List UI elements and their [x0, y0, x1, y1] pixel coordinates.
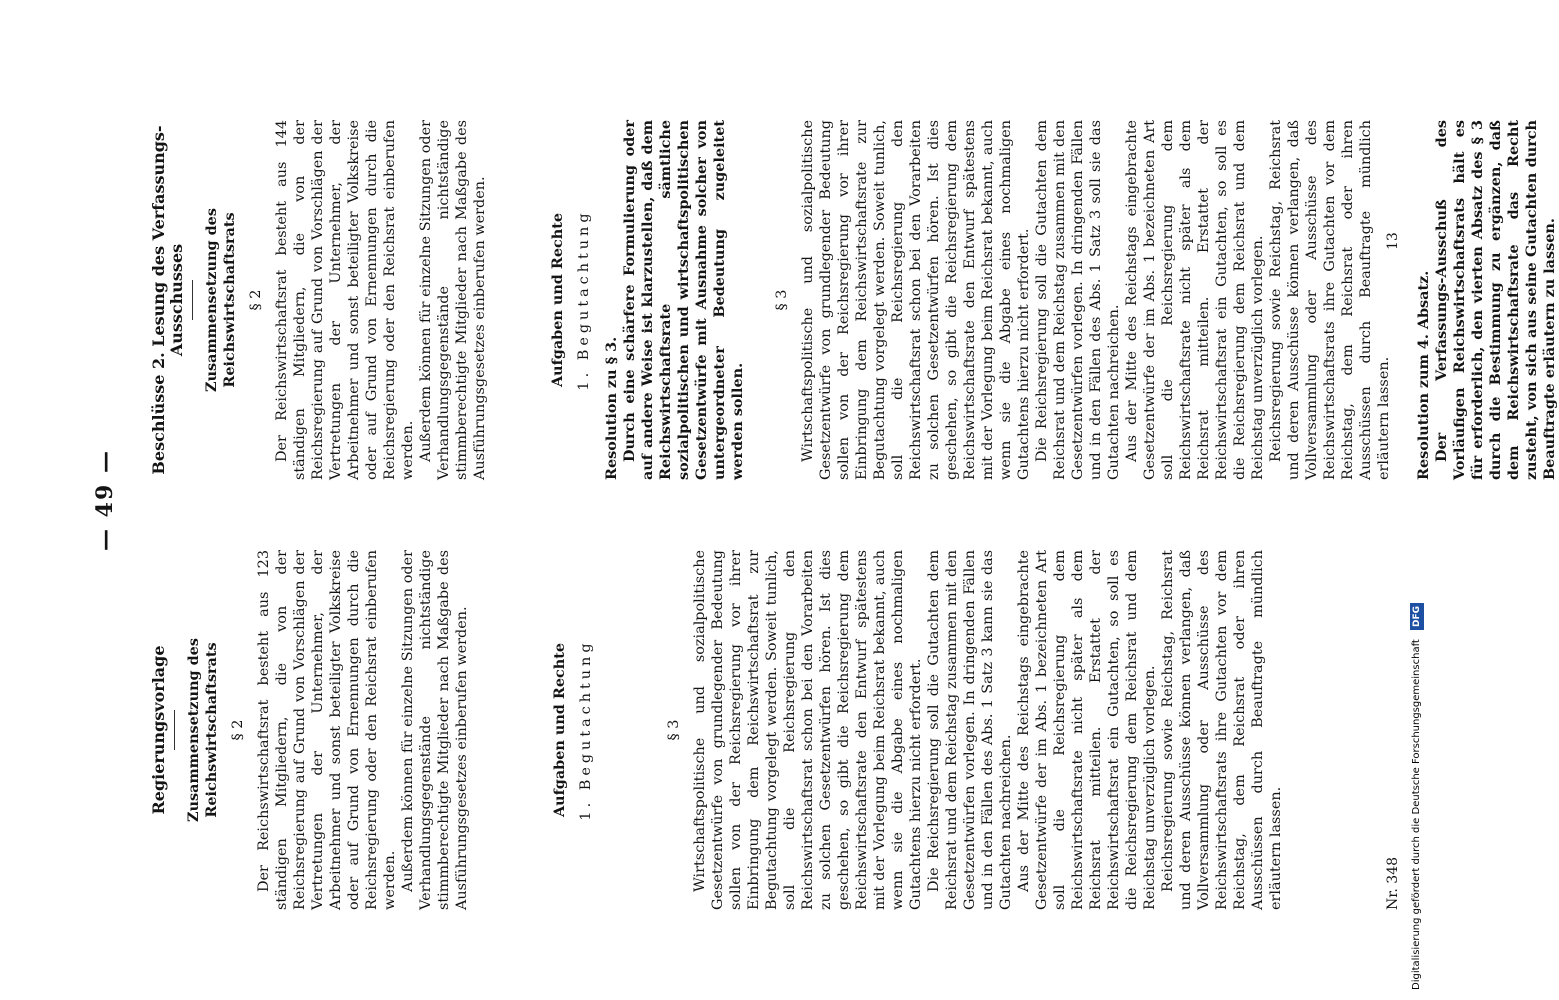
digitization-note-text: Digitalisierung gefördert durch die Deutsche Forschungsgemeinschaft	[1411, 639, 1422, 990]
left-tasks-sub: 1. Begutachtung	[578, 639, 594, 821]
right-tasks-title: Aufgaben und Rechte	[549, 212, 566, 388]
digitization-note	[1410, 10, 1424, 990]
right-para2-text: Der Reichswirtschaftsrat besteht aus 144 ständigen Mitgliedern, die von der Reichsregierung auf Grund von Vorschlägen der Vertretungen der Unternehmer, der Arbeitnehmer und sonst beteiligter Volkskreise oder auf Grund von Ernennungen durch die Reichsregierung oder den Reichsrat einberufen werden.	[274, 120, 416, 480]
left-para3-label: § 3	[666, 719, 682, 741]
left-para2-text2: Außerdem können für einzelne Sitzungen oder Verhandlungsgegenstände nichtständige stimmberechtigte Mitglieder nach Maßgabe des Ausführungsgesetzes einberufen werden.	[400, 550, 470, 910]
left-tasks-title: Aufgaben und Rechte	[551, 642, 568, 818]
page-number: — 49 —	[92, 449, 118, 551]
left-para3-text2: Die Reichsregierung soll die Gutachten dem Reichsrat und dem Reichstag zusammen mit den Gesetzentwürfen vorlegen. In dringenden Fällen und in den Fällen des Abs. 1 Satz 3 kann sie das Gutachten nachreichen.	[926, 550, 1014, 910]
left-column	[150, 550, 1285, 910]
resolution-2-text: Der Verfassungs-Ausschuß des Vorläufigen Reichswirtschaftsrats hält es für erforderlich, den vierten Absatz des § 3 durch die Bestimmung zu ergänzen, daß dem Reichswirtschaftsrate das Recht zusteht, von sich aus seine Gutachten durch Beauftragte erläutern zu lassen.	[1433, 120, 1558, 480]
right-para2-label: § 2	[248, 289, 264, 311]
right-para3-text4: Reichsregierung sowie Reichstag, Reichsrat und deren Ausschüsse können verlangen, daß Vollversammlung oder Ausschüsse des Reichswirtschaftsrats ihre Gutachten vor dem Reichstag, dem Reichsrat oder ihren Ausschüssen durch Beauftragte mündlich erläutern lassen.	[1268, 120, 1392, 480]
right-para3-text3: Aus der Mitte des Reichstags eingebrachte Gesetzentwürfe der im Abs. 1 bezeichneten Art soll die Reichsregierung dem Reichswirtschaftsrate nicht später als dem Reichsrat mitteilen. Erstattet der Reichswirtschaftsrat ein Gutachten, so soll es die Reichsregierung dem Reichsrat und dem Reichstag unverzüglich vorlegen.	[1124, 120, 1266, 480]
resolution-1-text: Durch eine schärfere Formulierung oder auf andere Weise ist klarzustellen, daß dem Reichswirtschaftsrate sämtliche sozialpolitischen und wirtschaftspolitischen Gesetzentwürfe mit Ausnahme solcher von untergeordneter Bedeutung zugeleitet werden sollen.	[621, 120, 746, 480]
right-tasks-sub: 1. Begutachtung	[576, 209, 592, 391]
document-page	[80, 50, 1558, 950]
divider	[174, 710, 175, 750]
left-para2-text: Der Reichswirtschaftsrat besteht aus 123 ständigen Mitgliedern, die von der Reichsregierung auf Grund von Vorschlägen der Vertretungen der Unternehmer, der Arbeitnehmer und sonst beteiligter Volkskreise oder auf Grund von Ernennungen durch die Reichsregierung oder den Reichsrat einberufen werden.	[256, 550, 398, 910]
left-para3-text4: Reichsregierung sowie Reichstag, Reichsrat und deren Ausschüsse können verlangen, daß Vollversammlung oder Ausschüsse des Reichswirtschaftsrats ihre Gutachten vor dem Reichstag, dem Reichsrat oder ihren Ausschüssen durch Beauftragte mündlich erläutern lassen.	[1160, 550, 1284, 910]
resolution-2-title: Resolution zum 4. Absatz.	[1415, 270, 1432, 480]
right-para2-text2: Außerdem können für einzelne Sitzungen oder Verhandlungsgegenstände nichtständige stimmberechtigte Mitglieder nach Maßgabe des Ausführungsgesetzes einberufen werden.	[418, 120, 488, 480]
right-para3-text2: Die Reichsregierung soll die Gutachten dem Reichsrat und dem Reichstag zusammen mit den Gesetzentwürfen vorlegen. In dringenden Fällen und in den Fällen des Abs. 1 Satz 3 soll sie das Gutachten nachreichen.	[1034, 120, 1122, 480]
left-title: Regierungsvorlage	[149, 645, 168, 815]
dfg-logo: DFG	[1410, 603, 1424, 630]
right-title: Beschlüsse 2. Lesung des Verfassungs-Ausschusses	[149, 125, 186, 475]
right-column	[150, 120, 1559, 480]
left-para3-text3: Aus der Mitte des Reichstags eingebrachte Gesetzentwürfe der im Abs. 1 bezeichneten Art soll die Reichsregierung dem Reichswirtschaftsrate nicht später als dem Reichsrat mitteilen. Erstattet der Reichswirtschaftsrat ein Gutachten, so soll es die Reichsregierung dem Reichsrat und dem Reichstag unverzüglich vorlegen.	[1016, 550, 1158, 910]
resolution-1-title: Resolution zu § 3.	[603, 336, 620, 480]
footer-sheet-number: 13	[1385, 232, 1401, 250]
right-para3-label: § 3	[774, 289, 790, 311]
footer-document-number: Nr. 348	[1385, 856, 1401, 910]
divider	[192, 280, 193, 320]
left-para2-label: § 2	[230, 719, 246, 741]
right-section-title: Zusammensetzung des Reichswirtschaftsrats	[203, 208, 238, 392]
left-para3-text: Wirtschaftspolitische und sozialpolitische Gesetzentwürfe von grundlegender Bedeutung sollen von der Reichsregierung vor ihrer Einbringung dem Reichswirtschaftsrat zur Begutachtung vorgelegt werden. Soweit tunlich, soll die Reichsregierung den Reichswirtschaftsrat schon bei den Vorarbeiten zu solchen Gesetzentwürfen hören. Ist dies geschehen, so gibt die Reichsregierung dem Reichswirtschaftsrate den Entwurf spätestens mit der Vorlegung beim Reichsrat bekannt, auch wenn sie die Abgabe eines nochmaligen Gutachtens hierzu nicht erfordert.	[692, 550, 924, 910]
right-para3-text: Wirtschaftspolitische und sozialpolitische Gesetzentwürfe von grundlegender Bedeutung sollen von der Reichsregierung vor ihrer Einbringung dem Reichswirtschaftsrate zur Begutachtung vorgelegt werden. Soweit tunlich, soll die Reichsregierung den Reichswirtschaftsrat schon bei den Vorarbeiten zu solchen Gesetzentwürfen hören. Ist dies geschehen, so gibt die Reichsregierung dem Reichswirtschaftsrate den Entwurf spätestens mit der Vorlegung beim Reichsrat bekannt, auch wenn sie die Abgabe eines nochmaligen Gutachtens hierzu nicht erfordert.	[800, 120, 1032, 480]
left-section-title: Zusammensetzung des Reichswirtschaftsrats	[185, 638, 220, 822]
